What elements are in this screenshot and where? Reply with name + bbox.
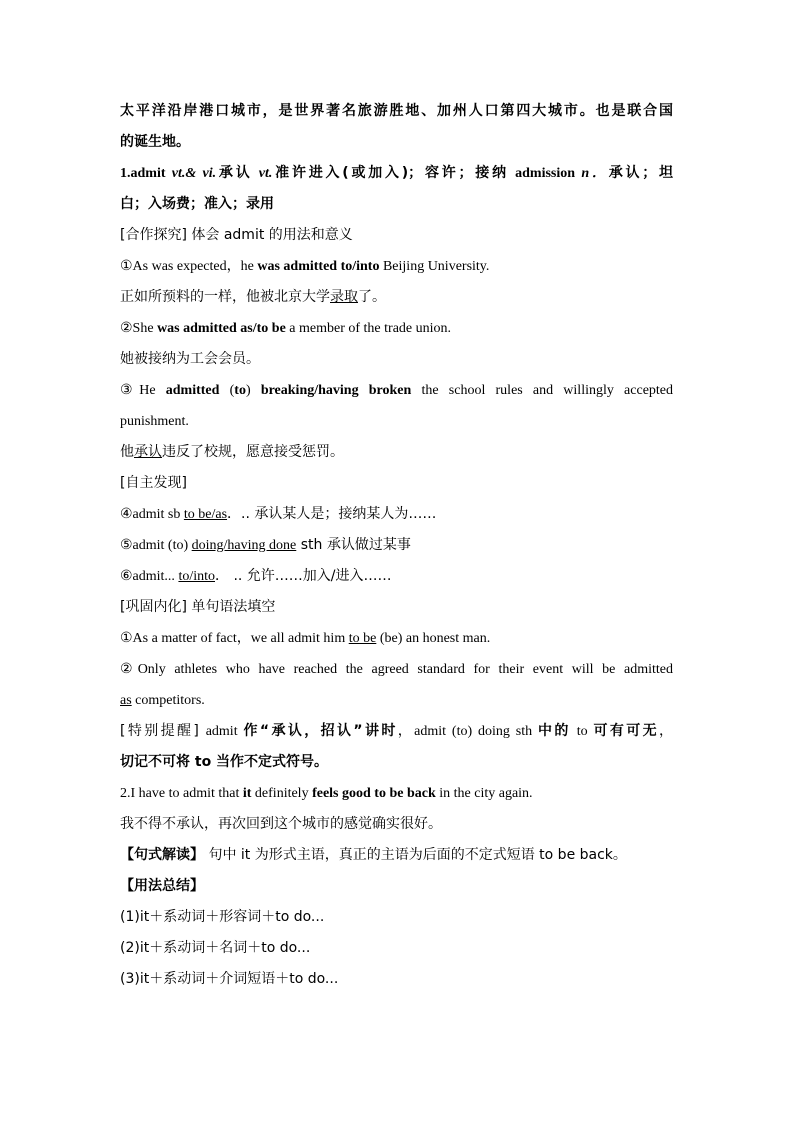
usage-summary-3: (3)it＋系动词＋介词短语＋to do... [120,971,339,987]
example-3-line-2: punishment. [120,414,189,429]
exercise-2-line-2: as competitors. [120,693,205,708]
entry-2-sentence: 2.I have to admit that it definitely feels good to be back in the city again. [120,786,533,801]
pattern-6: ⑥admit... to/into． .. 允许……加入/进入…… [120,568,392,584]
entry-admit-line-1: 1.admit vt.& vi.承认 vt.准许进入(或加入)；容许；接纳 admission n．承认；坦 [120,165,674,181]
pattern-4: ④admit sb to be/as．.. 承认某人是；接纳某人为…… [120,506,437,522]
entry-2-translation: 我不得不承认，再次回到这个城市的感觉确实很好。 [120,816,442,832]
special-tip-line-2: 切记不可将 to 当作不定式符号。 [120,754,329,770]
example-1: ①As was expected，he was admitted to/into Beijing University. [120,259,490,274]
entry-admit-line-2: 白；入场费；准入；录用 [120,196,274,212]
exercise-2: ②Only athletes who have reached the agreed standard for their event will be admitted [120,662,673,677]
exercise-1: ①As a matter of fact，we all admit him to be (be) an honest man. [120,631,491,646]
sentence-analysis: 【句式解读】 句中 it 为形式主语，真正的主语为后面的不定式短语 to be back。 [120,847,627,863]
special-tip: [特别提醒] admit 作“承认，招认”讲时，admit (to) doing sth 中的 to 可有可无， [120,723,674,739]
usage-summary-heading: 【用法总结】 [120,878,204,894]
usage-summary-1: (1)it＋系动词＋形容词＋to do... [120,909,325,925]
explore-heading: [合作探究] 体会 admit 的用法和意义 [120,227,353,243]
intro-line-2: 的诞生地。 [120,134,190,150]
example-2-translation: 她被接纳为工会会员。 [120,351,260,367]
example-2: ②She was admitted as/to be a member of the trade union. [120,321,452,336]
document-page [120,96,673,995]
usage-summary-2: (2)it＋系动词＋名词＋to do... [120,940,311,956]
discover-heading: [自主发现] [120,475,187,491]
example-1-translation: 正如所预料的一样，他被北京大学录取了。 [120,289,386,305]
example-3-translation: 他承认违反了校规，愿意接受惩罚。 [120,444,344,460]
intro-line-1: 太平洋沿岸港口城市，是世界著名旅游胜地、加州人口第四大城市。也是联合国 [120,103,673,119]
consolidate-heading: [巩固内化] 单句语法填空 [120,599,276,615]
pattern-5: ⑤admit (to) doing/having done sth 承认做过某事 [120,537,411,553]
example-3: ③He admitted (to) breaking/having broken the school rules and willingly accepted [120,383,674,398]
